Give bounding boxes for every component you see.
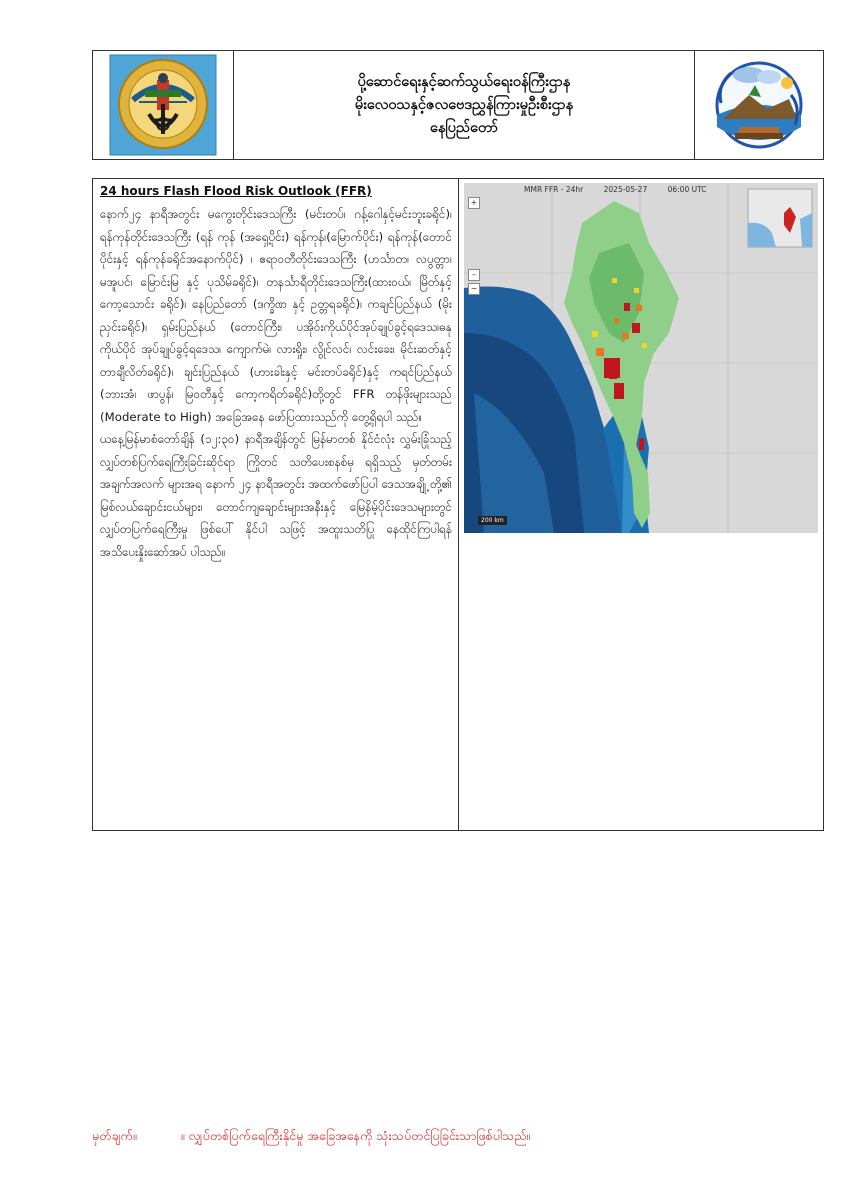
outlook-paragraph-1: နောက်၂၄ နာရီအတွင်း မကွေးတိုင်းဒေသကြီး (မင်းတပ်၊ ဂန့်ဂေါနှင့်မင်းဘူးခရိုင်)၊ ရန်ကုန်တိုင်းဒေသကြီး (ရန် ကုန် (အရှေ့ပိုင်း) ရန်ကုန်၊(မြောက်ပိုင်း) ရန်ကုန်(တောင်ပိုင်းနှင့် ရန်ကုန်ခရိုင်အနောက်ပိုင်) ၊ ဧရာဝတီတိုင်းဒေသကြီး (ဟင်္သာတ၊ လပွတ္တာ၊ မအူပင်၊ မြောင်းမြ နှင့် ပုသိမ်ခရိုင်)၊ တနင်္သာရီတိုင်းဒေသကြီး(ထားဝယ်၊ မြိတ်နှင့် ကော့သောင်း ခရိုင်)၊ နေပြည်တော် (ဒက္ခိဏ နှင့် ဥတ္တရခရိုင်)၊ ကချင်ပြည်နယ် (မိုးညှင်းခရိုင်)၊ ရှမ်းပြည်နယ် (တောင်ကြီး၊ ပအိုဝ်းကိုယ်ပိုင်အုပ်ချုပ်ခွင့်ရဒေသ၊ဓနုကိုယ်ပိုင် အုပ်ချုပ်ခွင့်ရဒေသ၊ ကျောက်မဲ၊ လားရှိုး၊ လွိုင်လင်၊ လင်းခေး၊ မိုင်းဆတ်နှင့် တာချီလိတ်ခရိုင်)၊ ချင်းပြည်နယ် (ဟားခါးနှင့် မင်းတပ်ခရိုင်)နှင့် ကရင်ပြည်နယ် (ဘားအံ၊ ဖာပွန်၊ မြဝတီနှင့် ကော့ကရိတ်ခရိုင်)တို့တွင် FFR တန်ဖိုးများသည် (Moderate to High) အခြေအနေ ဖော်ပြထားသည်ကို တွေ့ရှိရပါ သည်။	[100, 207, 452, 424]
document-header	[92, 50, 824, 160]
outlook-text-column	[93, 179, 459, 830]
location-name: နေပြည်တော်	[429, 120, 499, 137]
map-zoom-out-button[interactable]: −	[468, 283, 480, 295]
header-title-block	[234, 51, 694, 159]
outlook-title: 24 hours Flash Flood Risk Outlook (FFR)	[100, 184, 372, 198]
hydromet-logo-icon	[709, 55, 809, 155]
outlook-table	[92, 178, 824, 831]
map-caption	[524, 185, 724, 194]
map-product-label: MMR FFR - 24hr	[524, 185, 584, 194]
department-name: မိုးလေဝသနှင့်ဇလဗေဒညွှန်ကြားမှုဦးစီးဌာန	[354, 96, 574, 113]
map-column	[459, 179, 823, 830]
footer-note-label: မှတ်ချက်။	[92, 1128, 137, 1143]
map-zoom-in-button[interactable]: +	[468, 197, 480, 209]
ministry-emblem-icon	[109, 54, 217, 156]
ffr-map	[464, 183, 818, 533]
left-logo-cell	[93, 51, 234, 159]
map-zoom-slider[interactable]: –	[468, 269, 480, 281]
map-time-label: 06:00 UTC	[667, 185, 707, 194]
outlook-paragraph-2: ယနေ့မြန်မာစံတော်ချိန် (၁၂:၃၀) နာရီအချိန်တွင် မြန်မာတစ် နိုင်ငံလုံး လွှမ်းခြုံသည့် လျှပ်တစ်ပြက်ရေကြီးခြင်းဆိုင်ရာ ကြိုတင် သတိပေးစနစ်မှ ရရှိသည့် မှတ်တမ်းအချက်အလက် များအရ နောက် ၂၄ နာရီအတွင်း အထက်ဖော်ပြပါ ဒေသအချို့ တို့၏ မြစ်လယ်ချောင်းငယ်များ၊ တောင်ကျချောင်းများအနီးနှင့် မြေနိမ့်ပိုင်းဒေသများတွင် လျှပ်တပြက်ရေကြီးမှု ဖြစ်ပေါ် နိုင်ပါ သဖြင့် အထူးသတိပြု နေထိုင်ကြပါရန် အသိပေးနှိုးဆော်အပ် ပါသည်။	[100, 432, 452, 559]
right-logo-cell	[694, 51, 823, 159]
ffr-map-image	[464, 183, 818, 533]
map-scale-bar: 200 km	[478, 516, 507, 525]
footer-note	[92, 1128, 792, 1147]
ministry-name: ပို့ဆောင်ရေးနှင့်ဆက်သွယ်ရေးဝန်ကြီးဌာန	[357, 73, 571, 90]
footer-note-text: ။ လျှပ်တစ်ပြက်ရေကြီးနိုင်မှု အခြေအနေကို သုံးသပ်တင်ပြခြင်းသာဖြစ်ပါသည်။	[180, 1128, 531, 1143]
map-date-label: 2025-05-27	[603, 185, 648, 194]
